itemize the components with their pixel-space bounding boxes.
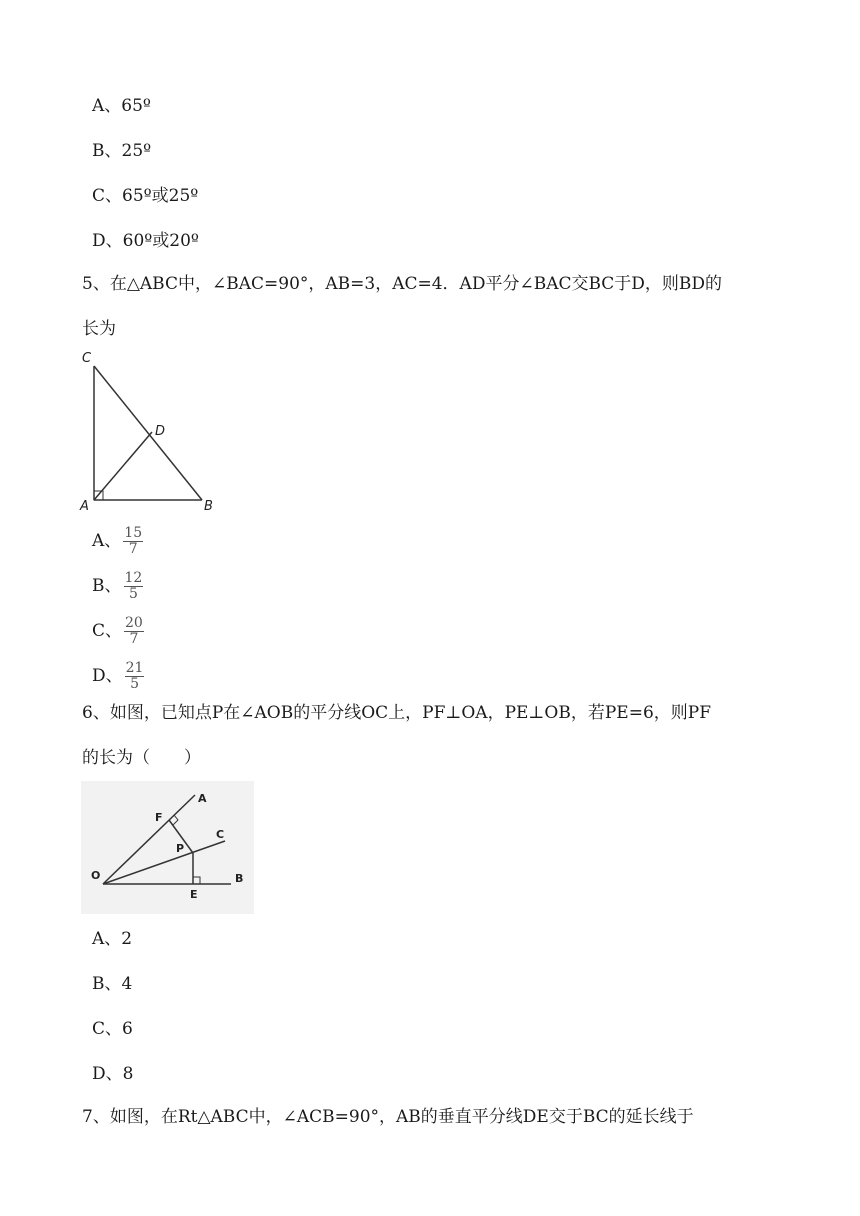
q6-option-d <box>92 1063 133 1085</box>
label-b: B <box>204 499 213 514</box>
label-f: F <box>155 811 163 824</box>
q7-stem-line1: 7、如图，在Rt△ABC中，∠ACB=90°，AB的垂直平分线DE交于BC的延长线于 <box>82 1107 694 1127</box>
option-text: 8 <box>122 1064 134 1084</box>
q6-option-a <box>92 928 132 950</box>
q6-stem-line1: 6、如图，已知点P在∠AOB的平分线OC上，PF⊥OA，PE⊥OB，若PE=6，则PF <box>82 703 711 723</box>
option-text: 6 <box>122 1019 133 1039</box>
denominator: 5 <box>130 676 140 692</box>
option-label: D、 <box>92 231 123 251</box>
option-label: C、 <box>92 621 123 641</box>
q6-option-b <box>92 973 132 995</box>
denominator: 5 <box>128 586 138 602</box>
label-a: A <box>198 792 207 805</box>
fraction <box>125 661 145 692</box>
q5-stem-line1: 5、在△ABC中，∠BAC=90°，AB=3，AC=4．AD平分∠BAC交BC于D，则BD的 <box>82 274 723 294</box>
label-c: C <box>216 828 225 841</box>
option-label: C、 <box>92 186 123 206</box>
denominator: 7 <box>129 631 139 647</box>
label-e: E <box>190 888 198 901</box>
option-text: 65º <box>121 96 151 116</box>
label-c: C <box>82 351 92 366</box>
numerator: 20 <box>125 615 143 631</box>
q4-option-b <box>92 140 151 162</box>
fraction <box>123 526 143 557</box>
denominator: 7 <box>128 541 138 557</box>
q5-option-c <box>92 616 144 647</box>
option-label: B、 <box>92 576 122 596</box>
q4-option-c <box>92 185 198 207</box>
option-label: C、 <box>92 1019 123 1039</box>
q4-option-a <box>92 95 151 117</box>
q5-option-b <box>92 571 143 602</box>
label-o: O <box>91 869 101 882</box>
label-a: A <box>80 499 89 514</box>
fraction <box>124 571 144 602</box>
option-label: A、 <box>92 531 122 551</box>
q6-angle-bisector-figure <box>81 781 254 914</box>
numerator: 15 <box>124 525 143 541</box>
option-text: 65º或25º <box>122 186 199 206</box>
label-d: D <box>155 424 166 439</box>
option-label: D、 <box>92 666 123 686</box>
option-text: 4 <box>121 974 133 994</box>
q5-triangle-figure <box>78 346 228 516</box>
fraction <box>124 616 144 647</box>
q6-option-c <box>92 1018 133 1040</box>
option-text: 60º或20º <box>122 231 199 251</box>
numerator: 12 <box>124 570 143 586</box>
option-label: B、 <box>92 974 122 994</box>
q6-stem-line2: 的长为（ ） <box>82 748 201 768</box>
q5-option-d <box>92 661 144 692</box>
option-label: B、 <box>92 141 122 161</box>
option-label: A、 <box>92 96 122 116</box>
q5-stem-line2: 长为 <box>82 319 116 339</box>
option-label: D、 <box>92 1064 123 1084</box>
option-text: 2 <box>121 929 133 949</box>
label-b: B <box>235 872 244 885</box>
option-label: A、 <box>92 929 122 949</box>
figure-background <box>81 781 254 914</box>
q5-option-a <box>92 526 143 557</box>
label-p: P <box>176 842 185 855</box>
option-text: 25º <box>121 141 152 161</box>
segment-ad <box>94 432 152 500</box>
numerator: 21 <box>125 660 144 676</box>
q4-option-d <box>92 230 199 252</box>
